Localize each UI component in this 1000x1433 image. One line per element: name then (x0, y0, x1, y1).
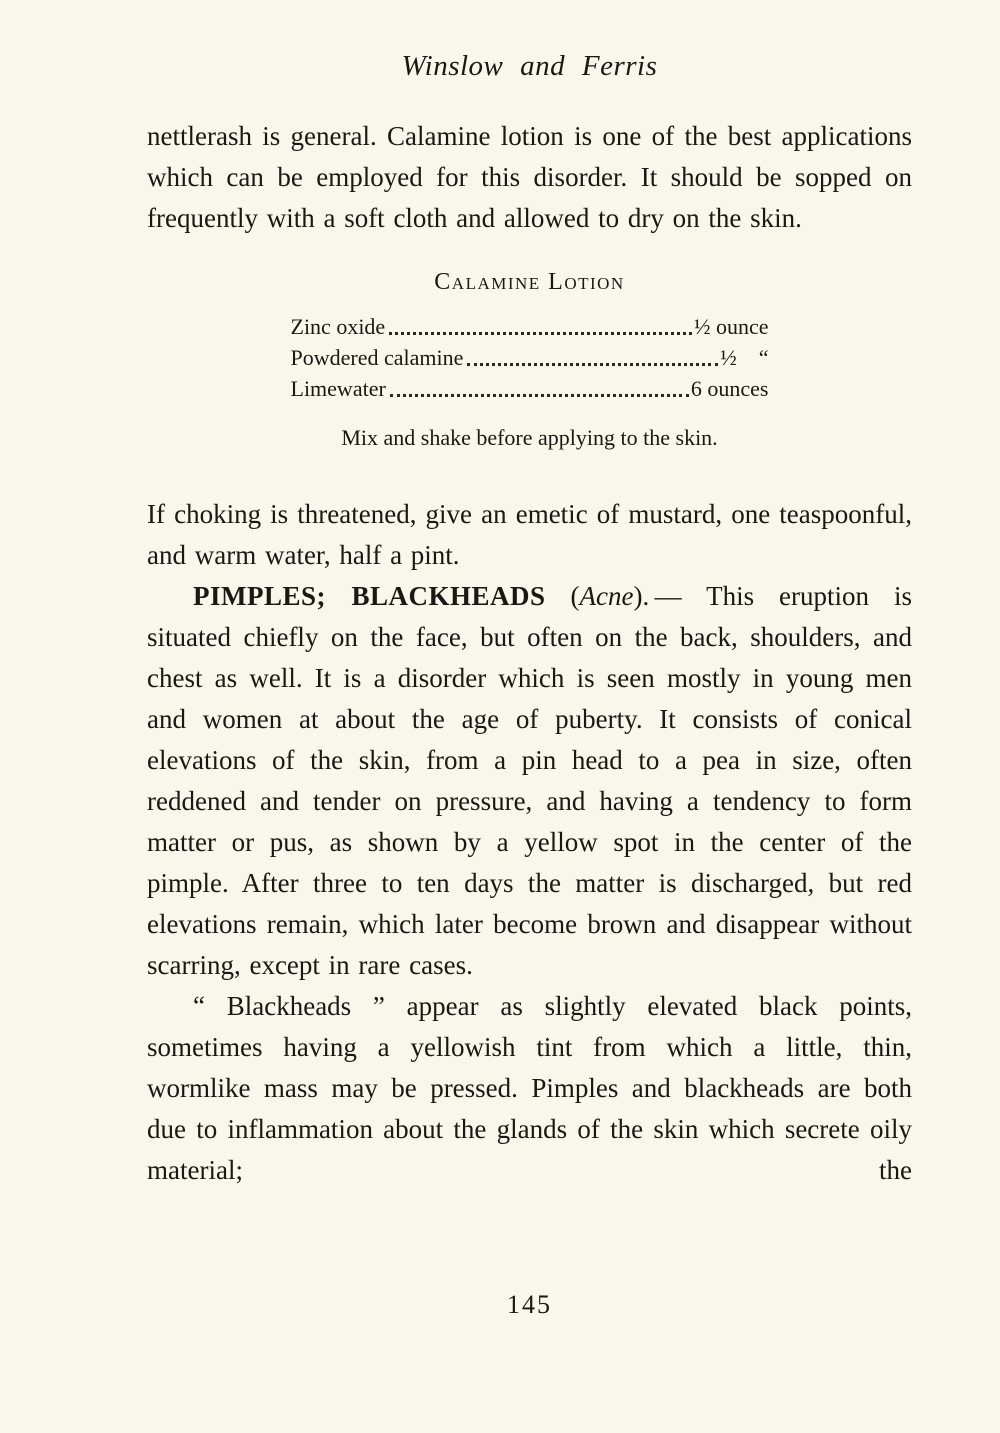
recipe-row (291, 311, 769, 342)
recipe-row (291, 373, 769, 404)
ingredient-amount: ½ ounce (693, 314, 769, 339)
ingredient-name: Limewater (290, 376, 386, 401)
ingredient-name: Zinc oxide (290, 314, 386, 339)
recipe-rows (291, 311, 769, 404)
ingredient-amount: 6 ounces (690, 376, 769, 401)
recipe-row (291, 342, 769, 373)
paragraph-pimples (147, 576, 912, 986)
leader-dots (390, 394, 689, 397)
pimples-paragraph-text: ). — This eruption is situated chiefly on the face, but often on the back, shoulders, and chest as well. It is a disorder which is seen mostly in young men and women at about the age of puberty. It consists of conical elevations of the skin, from a pin head to a pea in size, often reddened and tender on pressure, and having a tendency to form matter or pus, as shown by a yellow spot in the center of the pimple. After three to ten days the matter is discharged, but red elevations remain, which later become brown and disappear without scarring, except in rare cases. (147, 581, 912, 980)
leader-dots (389, 332, 692, 335)
ingredient-name: Powdered calamine (290, 345, 464, 370)
recipe-block (147, 267, 912, 452)
paragraph-blackheads: “ Blackheads ” appear as slightly elevated black points, sometimes having a yellowish tint from which a little, thin, wormlike mass may be pressed. Pimples and blackheads are both due to inflammation about the glands of the skin which secrete oily material; the (147, 991, 912, 1185)
paragraph-choking: If choking is threatened, give an emetic of mustard, one teaspoonful, and warm water, half a pint. (147, 499, 912, 570)
page-content (147, 116, 912, 1191)
paragraph-calamine: nettlerash is general. Calamine lotion is one of the best applications which can be employed for this disorder. It should be sopped on frequently with a soft cloth and allowed to dry on the skin. (147, 121, 912, 233)
page-number: 145 (507, 1290, 552, 1319)
recipe-note: Mix and shake before applying to the skin. (341, 425, 718, 450)
recipe-title: Calamine Lotion (434, 269, 625, 295)
paren-open: ( (545, 581, 580, 611)
pimples-blackheads-heading: PIMPLES; BLACKHEADS (193, 581, 546, 611)
running-head: Winslow and Ferris (401, 50, 658, 82)
ingredient-amount: ½ “ (720, 345, 769, 370)
leader-dots (467, 363, 718, 366)
acne-term: Acne (579, 581, 634, 611)
